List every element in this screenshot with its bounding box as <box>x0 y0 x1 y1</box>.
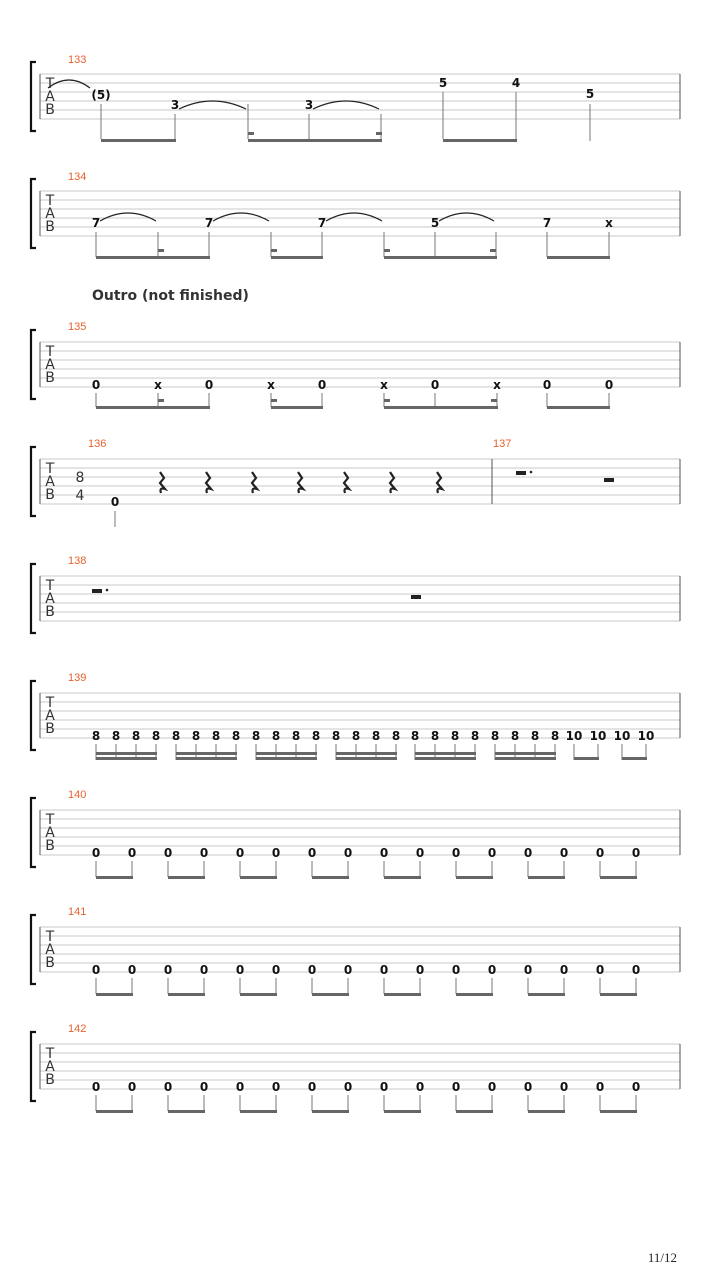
beam <box>96 406 210 409</box>
dotted-half-rest <box>92 589 102 593</box>
fret-number: 0 <box>415 1080 425 1094</box>
fret-number: 0 <box>204 378 214 392</box>
tab-clef-b: B <box>45 219 55 235</box>
beam <box>168 1110 205 1113</box>
fret-number: 8 <box>490 729 500 743</box>
fret-number: 0 <box>595 846 605 860</box>
fret-number: 5 <box>430 216 440 230</box>
beam <box>96 876 133 879</box>
fret-number: 0 <box>487 1080 497 1094</box>
beam <box>96 256 210 259</box>
fret-number: 8 <box>111 729 121 743</box>
fret-number: 0 <box>451 963 461 977</box>
fret-number: 4 <box>511 76 521 90</box>
fret-number: 0 <box>415 963 425 977</box>
system-bracket <box>31 798 36 867</box>
beam <box>96 752 157 755</box>
fret-number: 0 <box>631 846 641 860</box>
fret-number: 8 <box>450 729 460 743</box>
beam <box>96 993 133 996</box>
fret-number: 0 <box>91 1080 101 1094</box>
fret-number: 8 <box>91 729 101 743</box>
fret-number: 10 <box>589 729 607 743</box>
fret-number: 0 <box>487 963 497 977</box>
fret-number: (5) <box>91 88 111 102</box>
beam-stub <box>248 132 254 135</box>
tab-clef-t: T <box>45 929 55 945</box>
tab-clef-a: A <box>45 591 55 607</box>
measure-number: 139 <box>68 672 87 684</box>
fret-number: x <box>380 378 388 392</box>
beam <box>495 752 556 755</box>
fret-number: 0 <box>523 1080 533 1094</box>
fret-number: 0 <box>415 846 425 860</box>
fret-number: 8 <box>151 729 161 743</box>
fret-number: 0 <box>271 1080 281 1094</box>
beam <box>456 876 493 879</box>
fret-number: 8 <box>271 729 281 743</box>
fret-number: 0 <box>271 963 281 977</box>
tie <box>48 80 90 88</box>
fret-number: 0 <box>127 1080 137 1094</box>
beam <box>168 876 205 879</box>
system-bracket <box>31 447 36 516</box>
system-bracket <box>31 681 36 750</box>
system-bracket <box>31 915 36 984</box>
beam <box>600 876 637 879</box>
time-signature-top: 8 <box>75 470 85 486</box>
beam-stub <box>491 399 497 402</box>
fret-number: 10 <box>613 729 631 743</box>
fret-number: 0 <box>91 846 101 860</box>
tab-clef-b: B <box>45 487 55 503</box>
fret-number: 0 <box>559 963 569 977</box>
beam <box>415 757 476 760</box>
fret-number: 0 <box>343 846 353 860</box>
tab-clef-t: T <box>45 193 55 209</box>
fret-number: 7 <box>542 216 552 230</box>
tie <box>179 101 246 109</box>
beam <box>547 406 610 409</box>
beam-stub <box>490 249 496 252</box>
fret-number: x <box>493 378 501 392</box>
beam <box>495 757 556 760</box>
beam <box>271 256 323 259</box>
fret-number: 8 <box>410 729 420 743</box>
section-label: Outro (not finished) <box>92 288 249 304</box>
beam <box>528 1110 565 1113</box>
fret-number: 8 <box>131 729 141 743</box>
beam <box>384 406 498 409</box>
measure-number: 137 <box>493 438 512 450</box>
half-rest <box>604 478 614 482</box>
tab-clef-t: T <box>45 1046 55 1062</box>
fret-number: 8 <box>171 729 181 743</box>
tie <box>100 213 156 221</box>
tie <box>326 213 382 221</box>
beam <box>176 752 237 755</box>
fret-number: 8 <box>331 729 341 743</box>
fret-number: 0 <box>163 1080 173 1094</box>
fret-number: 7 <box>91 216 101 230</box>
beam <box>168 993 205 996</box>
fret-number: x <box>154 378 162 392</box>
beam-stub <box>158 249 164 252</box>
tab-clef-t: T <box>45 76 55 92</box>
system-bracket <box>31 179 36 248</box>
fret-number: 0 <box>451 846 461 860</box>
system-bracket <box>31 564 36 633</box>
beam-stub <box>376 132 382 135</box>
fret-number: 0 <box>199 1080 209 1094</box>
fret-number: x <box>267 378 275 392</box>
beam <box>312 876 349 879</box>
tie <box>213 213 269 221</box>
measure-number: 134 <box>68 171 87 183</box>
fret-number: 0 <box>523 963 533 977</box>
fret-number: 8 <box>510 729 520 743</box>
fret-number: 0 <box>631 1080 641 1094</box>
fret-number: 0 <box>343 963 353 977</box>
beam <box>443 139 517 142</box>
fret-number: 0 <box>451 1080 461 1094</box>
tab-clef-a: A <box>45 474 55 490</box>
fret-number: 0 <box>91 378 101 392</box>
fret-number: 0 <box>235 963 245 977</box>
fret-number: 0 <box>559 846 569 860</box>
tab-clef-a: A <box>45 206 55 222</box>
tab-clef-t: T <box>45 812 55 828</box>
beam <box>312 1110 349 1113</box>
measure-number: 138 <box>68 555 87 567</box>
fret-number: 7 <box>204 216 214 230</box>
fret-number: 10 <box>637 729 655 743</box>
beam <box>256 757 317 760</box>
beam <box>622 757 647 760</box>
tab-clef-a: A <box>45 357 55 373</box>
system-bracket <box>31 330 36 399</box>
fret-number: 0 <box>604 378 614 392</box>
fret-number: 8 <box>351 729 361 743</box>
measure-number: 135 <box>68 321 87 333</box>
fret-number: 0 <box>559 1080 569 1094</box>
fret-number: 8 <box>251 729 261 743</box>
fret-number: 0 <box>110 495 120 509</box>
fret-number: 0 <box>595 963 605 977</box>
fret-number: 0 <box>163 846 173 860</box>
tab-clef-b: B <box>45 1072 55 1088</box>
fret-number: 0 <box>127 963 137 977</box>
fret-number: 8 <box>530 729 540 743</box>
fret-number: 8 <box>191 729 201 743</box>
fret-number: 0 <box>199 846 209 860</box>
quarter-rest <box>252 472 257 493</box>
fret-number: 0 <box>317 378 327 392</box>
beam <box>456 993 493 996</box>
quarter-rest <box>437 472 442 493</box>
tab-clef-t: T <box>45 461 55 477</box>
fret-number: 0 <box>163 963 173 977</box>
tab-clef-a: A <box>45 708 55 724</box>
fret-number: 0 <box>631 963 641 977</box>
fret-number: x <box>605 216 613 230</box>
beam <box>415 752 476 755</box>
measure-number: 141 <box>68 906 87 918</box>
beam <box>384 256 497 259</box>
beam <box>312 993 349 996</box>
beam <box>384 993 421 996</box>
fret-number: 0 <box>595 1080 605 1094</box>
beam <box>528 876 565 879</box>
fret-number: 3 <box>304 98 314 112</box>
fret-number: 8 <box>550 729 560 743</box>
tab-clef-a: A <box>45 1059 55 1075</box>
fret-number: 0 <box>91 963 101 977</box>
beam <box>547 256 610 259</box>
fret-number: 0 <box>379 846 389 860</box>
beam-stub <box>384 399 390 402</box>
measure-number: 136 <box>88 438 107 450</box>
fret-number: 8 <box>391 729 401 743</box>
beam-stub <box>271 399 277 402</box>
rest-dot <box>530 471 533 474</box>
beam <box>456 1110 493 1113</box>
tab-clef-b: B <box>45 102 55 118</box>
system-bracket <box>31 1032 36 1101</box>
beam <box>240 993 277 996</box>
fret-number: 5 <box>438 76 448 90</box>
tab-clef-a: A <box>45 942 55 958</box>
tab-clef-b: B <box>45 604 55 620</box>
fret-number: 0 <box>379 963 389 977</box>
quarter-rest <box>298 472 303 493</box>
quarter-rest <box>160 472 165 493</box>
fret-number: 10 <box>565 729 583 743</box>
fret-number: 8 <box>211 729 221 743</box>
beam <box>256 752 317 755</box>
beam <box>96 757 157 760</box>
beam <box>336 757 397 760</box>
tab-clef-b: B <box>45 838 55 854</box>
fret-number: 0 <box>307 846 317 860</box>
fret-number: 8 <box>371 729 381 743</box>
time-signature-bottom: 4 <box>75 488 85 504</box>
tab-clef-b: B <box>45 370 55 386</box>
measure-number: 140 <box>68 789 87 801</box>
fret-number: 3 <box>170 98 180 112</box>
tie <box>439 213 494 221</box>
fret-number: 0 <box>271 846 281 860</box>
page-number: 11/12 <box>647 1250 677 1265</box>
fret-number: 0 <box>542 378 552 392</box>
quarter-rest <box>344 472 349 493</box>
beam <box>240 876 277 879</box>
fret-number: 0 <box>523 846 533 860</box>
beam-stub <box>271 249 277 252</box>
fret-number: 7 <box>317 216 327 230</box>
beam <box>384 1110 421 1113</box>
beam <box>384 876 421 879</box>
beam <box>240 1110 277 1113</box>
quarter-rest <box>206 472 211 493</box>
fret-number: 8 <box>311 729 321 743</box>
beam <box>101 139 176 142</box>
tab-clef-t: T <box>45 578 55 594</box>
beam <box>248 139 382 142</box>
whole-rest <box>411 595 421 599</box>
beam <box>600 993 637 996</box>
beam <box>600 1110 637 1113</box>
fret-number: 0 <box>307 1080 317 1094</box>
fret-number: 0 <box>235 846 245 860</box>
fret-number: 8 <box>430 729 440 743</box>
beam-stub <box>384 249 390 252</box>
measure-number: 133 <box>68 54 87 66</box>
beam <box>96 1110 133 1113</box>
tab-clef-b: B <box>45 955 55 971</box>
rest-dot <box>106 589 109 592</box>
dotted-half-rest <box>516 471 526 475</box>
tab-clef-a: A <box>45 89 55 105</box>
fret-number: 0 <box>379 1080 389 1094</box>
fret-number: 0 <box>199 963 209 977</box>
tab-clef-b: B <box>45 721 55 737</box>
beam <box>336 752 397 755</box>
tie <box>313 101 379 109</box>
fret-number: 0 <box>235 1080 245 1094</box>
beam <box>528 993 565 996</box>
fret-number: 8 <box>231 729 241 743</box>
beam <box>574 757 599 760</box>
fret-number: 5 <box>585 87 595 101</box>
tab-clef-t: T <box>45 695 55 711</box>
fret-number: 0 <box>430 378 440 392</box>
beam-stub <box>158 399 164 402</box>
tab-clef-t: T <box>45 344 55 360</box>
beam <box>176 757 237 760</box>
fret-number: 0 <box>307 963 317 977</box>
fret-number: 0 <box>487 846 497 860</box>
measure-number: 142 <box>68 1023 87 1035</box>
fret-number: 8 <box>470 729 480 743</box>
beam <box>271 406 323 409</box>
fret-number: 0 <box>343 1080 353 1094</box>
tab-clef-a: A <box>45 825 55 841</box>
fret-number: 0 <box>127 846 137 860</box>
quarter-rest <box>390 472 395 493</box>
fret-number: 8 <box>291 729 301 743</box>
system-bracket <box>31 62 36 131</box>
